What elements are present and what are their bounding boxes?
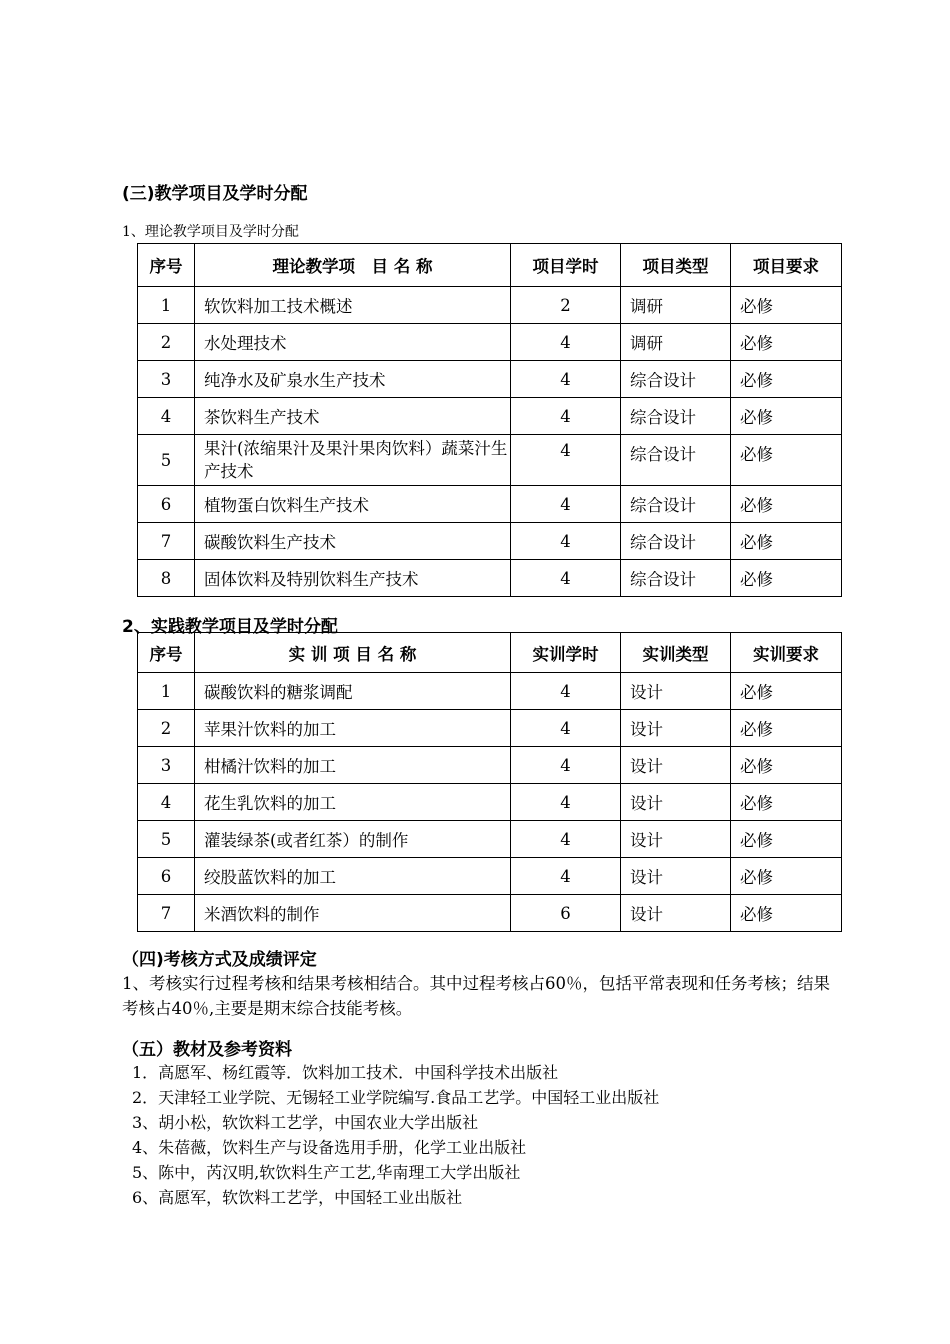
cell-type: 综合设计 xyxy=(621,435,731,486)
practice-header-row xyxy=(138,633,842,673)
cell-index: 7 xyxy=(138,895,195,932)
cell-name: 米酒饮料的制作 xyxy=(195,895,511,932)
header-cell: 实训类型 xyxy=(621,633,731,673)
cell-index: 6 xyxy=(138,858,195,895)
cell-name: 软饮料加工技术概述 xyxy=(195,287,511,324)
header-cell: 实 训 项 目 名 称 xyxy=(195,633,511,673)
cell-type: 设计 xyxy=(621,710,731,747)
cell-name: 柑橘汁饮料的加工 xyxy=(195,747,511,784)
cell-index: 1 xyxy=(138,287,195,324)
cell-requirement: 必修 xyxy=(731,398,842,435)
cell-hours: 4 xyxy=(511,486,621,523)
list-item: 6、高愿军，软饮料工艺学，中国轻工业出版社 xyxy=(132,1188,463,1207)
cell-requirement: 必修 xyxy=(731,784,842,821)
header-cell: 项目学时 xyxy=(511,244,621,287)
cell-hours: 4 xyxy=(511,821,621,858)
cell-type: 调研 xyxy=(621,287,731,324)
cell-name: 茶饮料生产技术 xyxy=(195,398,511,435)
cell-index: 3 xyxy=(138,747,195,784)
practice-subtitle: 2、实践教学项目及学时分配 xyxy=(122,617,338,637)
cell-hours: 4 xyxy=(511,784,621,821)
header-cell: 序号 xyxy=(138,244,195,287)
cell-index: 5 xyxy=(138,821,195,858)
header-cell: 实训要求 xyxy=(731,633,842,673)
table-row xyxy=(138,486,842,523)
table-row xyxy=(138,560,842,597)
table-row xyxy=(138,435,842,486)
list-item: 2．天津轻工业学院、无锡轻工业学院编写.食品工艺学。中国轻工业出版社 xyxy=(132,1088,660,1107)
table-row xyxy=(138,747,842,784)
header-cell: 项目要求 xyxy=(731,244,842,287)
cell-name: 苹果汁饮料的加工 xyxy=(195,710,511,747)
header-cell: 项目类型 xyxy=(621,244,731,287)
cell-index: 1 xyxy=(138,673,195,710)
table-row xyxy=(138,324,842,361)
cell-type: 综合设计 xyxy=(621,398,731,435)
list-item: 1．高愿军、杨红霞等．饮料加工技术．中国科学技术出版社 xyxy=(132,1063,559,1082)
cell-requirement: 必修 xyxy=(731,486,842,523)
cell-name: 固体饮料及特别饮料生产技术 xyxy=(195,560,511,597)
cell-requirement: 必修 xyxy=(731,895,842,932)
theory-subtitle: 1、理论教学项目及学时分配 xyxy=(122,224,299,240)
theory-header-row xyxy=(138,244,842,287)
cell-index: 5 xyxy=(138,435,195,486)
cell-requirement: 必修 xyxy=(731,287,842,324)
cell-hours: 4 xyxy=(511,398,621,435)
cell-requirement: 必修 xyxy=(731,523,842,560)
cell-requirement: 必修 xyxy=(731,858,842,895)
header-cell: 实训学时 xyxy=(511,633,621,673)
list-item: 3、胡小松，软饮料工艺学，中国农业大学出版社 xyxy=(132,1113,479,1132)
cell-hours: 4 xyxy=(511,361,621,398)
cell-index: 8 xyxy=(138,560,195,597)
cell-type: 综合设计 xyxy=(621,523,731,560)
table-row xyxy=(138,361,842,398)
cell-hours: 4 xyxy=(511,747,621,784)
cell-name: 灌装绿茶(或者红茶）的制作 xyxy=(195,821,511,858)
table-row xyxy=(138,523,842,560)
cell-type: 设计 xyxy=(621,747,731,784)
cell-type: 设计 xyxy=(621,858,731,895)
cell-hours: 4 xyxy=(511,523,621,560)
cell-requirement: 必修 xyxy=(731,710,842,747)
cell-requirement: 必修 xyxy=(731,673,842,710)
cell-type: 综合设计 xyxy=(621,486,731,523)
cell-name: 碳酸饮料的糖浆调配 xyxy=(195,673,511,710)
header-cell: 理论教学项 目 名 称 xyxy=(195,244,511,287)
table-row xyxy=(138,821,842,858)
table-row xyxy=(138,784,842,821)
theory-table xyxy=(137,243,842,597)
cell-hours: 4 xyxy=(511,710,621,747)
list-item: 4、朱蓓薇，饮料生产与设备选用手册，化学工业出版社 xyxy=(132,1138,527,1157)
cell-name: 纯净水及矿泉水生产技术 xyxy=(195,361,511,398)
cell-requirement: 必修 xyxy=(731,821,842,858)
practice-table xyxy=(137,632,842,932)
cell-type: 设计 xyxy=(621,895,731,932)
cell-index: 2 xyxy=(138,710,195,747)
cell-index: 6 xyxy=(138,486,195,523)
table-row xyxy=(138,858,842,895)
cell-hours: 6 xyxy=(511,895,621,932)
cell-hours: 4 xyxy=(511,560,621,597)
cell-type: 设计 xyxy=(621,821,731,858)
cell-hours: 4 xyxy=(511,435,621,486)
table-row xyxy=(138,287,842,324)
assessment-paragraph: 1、考核实行过程考核和结果考核相结合。其中过程考核占60％，包括平常表现和任务考核；结果考核占40％,主要是期末综合技能考核。 xyxy=(122,974,830,1018)
cell-type: 调研 xyxy=(621,324,731,361)
cell-hours: 4 xyxy=(511,324,621,361)
list-item: 5、陈中，芮汉明,软饮料生产工艺,华南理工大学出版社 xyxy=(132,1163,521,1182)
cell-requirement: 必修 xyxy=(731,560,842,597)
table-row xyxy=(138,673,842,710)
cell-requirement: 必修 xyxy=(731,435,842,486)
cell-index: 4 xyxy=(138,398,195,435)
cell-index: 2 xyxy=(138,324,195,361)
section-5-title: （五）教材及参考资料 xyxy=(122,1040,292,1060)
section-3-title: (三)教学项目及学时分配 xyxy=(122,184,308,204)
cell-requirement: 必修 xyxy=(731,361,842,398)
cell-requirement: 必修 xyxy=(731,747,842,784)
cell-requirement: 必修 xyxy=(731,324,842,361)
cell-name: 果汁(浓缩果汁及果汁果肉饮料）蔬菜汁生产技术 xyxy=(195,435,511,486)
cell-type: 综合设计 xyxy=(621,361,731,398)
cell-type: 设计 xyxy=(621,673,731,710)
cell-hours: 2 xyxy=(511,287,621,324)
cell-index: 7 xyxy=(138,523,195,560)
table-row xyxy=(138,710,842,747)
cell-name: 植物蛋白饮料生产技术 xyxy=(195,486,511,523)
cell-type: 设计 xyxy=(621,784,731,821)
cell-index: 4 xyxy=(138,784,195,821)
cell-hours: 4 xyxy=(511,673,621,710)
cell-name: 绞股蓝饮料的加工 xyxy=(195,858,511,895)
reference-list xyxy=(132,1060,852,1210)
cell-type: 综合设计 xyxy=(621,560,731,597)
table-row xyxy=(138,398,842,435)
table-row xyxy=(138,895,842,932)
cell-hours: 4 xyxy=(511,858,621,895)
header-cell: 序号 xyxy=(138,633,195,673)
cell-name: 花生乳饮料的加工 xyxy=(195,784,511,821)
cell-index: 3 xyxy=(138,361,195,398)
section-4-title: （四)考核方式及成绩评定 xyxy=(122,950,317,970)
cell-name: 碳酸饮料生产技术 xyxy=(195,523,511,560)
cell-name: 水处理技术 xyxy=(195,324,511,361)
